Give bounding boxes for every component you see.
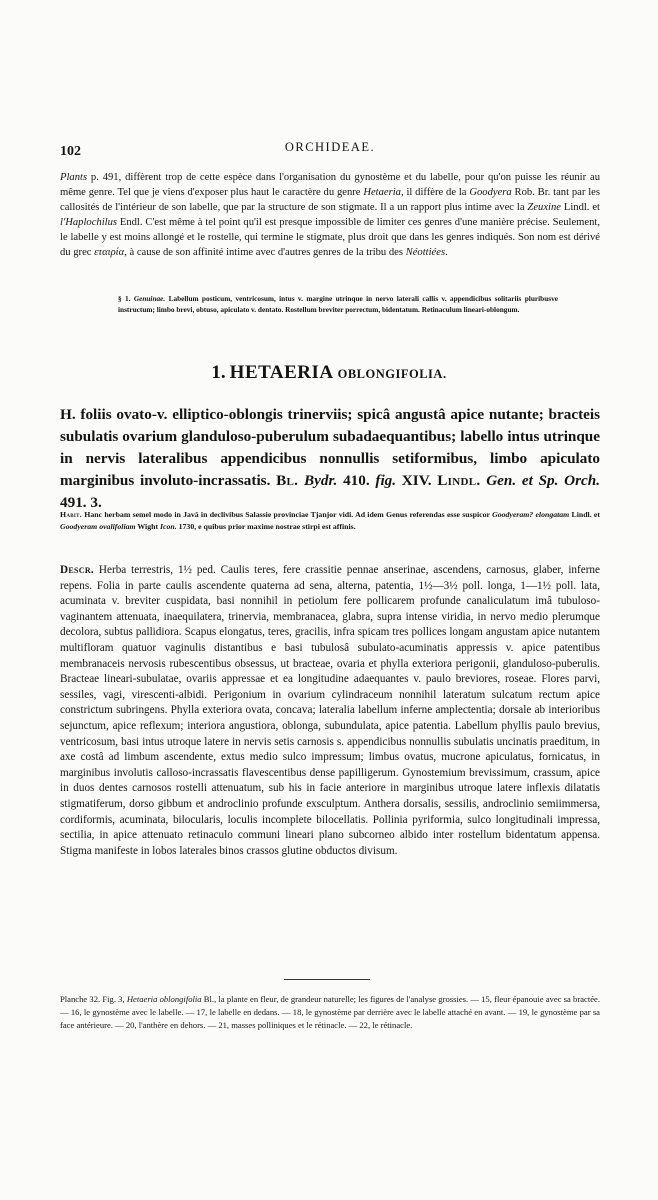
intro-text-italic: Plants [60, 172, 88, 183]
diagnosis-paragraph [60, 404, 600, 514]
diagnosis-fig: fig. [375, 472, 397, 489]
note-label: Genuinae. [133, 294, 166, 303]
habitat-text: Lindl. et [569, 510, 600, 519]
description-text: Herba terrestris, 1½ ped. Caulis teres, fere crassitie pennae anserinae, ascendens, carnosus, glaber, inferne repens. Folia in parte caulis ascendente quaterna ad sena, alterna, patentia, 1½—3½ poll. longa, 1—1½ poll. lata, acuminata v. breviter cuspidata, basi nonnihil in petiolum fere pollicarem profunde canaliculatum imâ tubuloso-vaginantem attenuata, inaequilatera, trinervia, membranacea, glabra, supra intense viridia, in nervo medio plerumque decolora, subtus pallidiora. Scapus elongatus, teres, gracilis, infra spicam tres pollices longam angustam apice nutantem multifloram quatuor vaginulis distantibus e basi tubulosâ subulato-acuminatis appressis v. apice patentibus membranaceis nervosis rubescentibus obsessus, ut bracteae, ovaria et phylla exteriora perigonii, glanduloso-puberulis. Bracteae lineari-subulatae, ovariis appressae et ea longitudine adaequantes v. paulo breviores, roseae. Flores parvi, sessiles, vagi, virescenti-albidi. Perigonium in ovarium cylindraceum nonnihil lateratum sulcatum rectum apice constrictum subringens. Phylla exteriora ovata, concava; lateralia labellum inferne amplectentia; dorsale ab interioribus sejunctum, apice reflexum; interiora angustiora, oblonga, subundulata, apice patentia. Labellum phyllis paulo brevius, ventricosum, basi intus utroque latere in nervis setis carnosis s. appendicibus nonnullis subulatis uncinatis praeditum, in axe costâ ad limbum ascendente, extus medio sulco impressum; limbus ovatus, mucrone apiculatus, fornicatus, in marginibus involutis calloso-incrassatis flavescentibus dense papilligerum. Gynostemium brevissimum, crassum, apice in duos dentes carnosos rostelli attenuatum, sub his in facie anteriore in marginibus utroque latere inflexis dilatatis stigmatiferum, dorso gibbum et androclinio profunde exsculptum. Anthera dorsalis, sessilis, androclinio semiimmersa, cordiformis, acuminata, bilocularis, loculis incomplete bilocellatis. Pollinia pyriformia, sulco longitudinali impressa, sectilia, in apice attenuato retinaculo communi lineari plano subcorneo albido inter rostellum bidentatum appensa. Stigma manifeste in lobos laterales binos crassos glutine obductos divisum. [60, 564, 600, 857]
plate-text: Bl., la plante en fleur, de grandeur naturelle; les figures de l'analyse grossies. — 15, fleur épanouie avec sa bractée. — 16, le gynostème avec le labelle. — 17, le labelle en dedans. — 18, le gynostème par derrière avec le labelle attaché en avant. — 19, le gynostème par sa face antérieure. — 20, l'anthère en dehors. — 21, masses polliniques et le rétinacle. — 22, le rétinacle. [60, 994, 600, 1030]
intro-text: Rob. Br. tant par les callosités de l'intérieur de son labelle, que par la structure de son stigmate. Il a un rapport plus intime avec la [60, 187, 600, 213]
intro-paragraph [60, 170, 600, 260]
species-genus: HETAERIA [229, 362, 334, 383]
diagnosis-ref: 491. 3. [60, 494, 102, 511]
description-paragraph [60, 563, 600, 859]
intro-text-italic: Goodyera [469, 187, 512, 198]
diagnosis-work: Gen. et Sp. Orch. [486, 472, 601, 489]
note-prefix: § 1. [118, 294, 134, 303]
diagnosis-work: Bydr. [304, 472, 338, 489]
intro-text: , il diffère de la [400, 187, 470, 198]
intro-text: Endl. C'est même à tel point qu'il est presque impossible de limiter ces genres d'une manière précise. Seulement, le labelle y est moins allongé et le rostelle, qui termine le stigmate, plus droit que dans les genres indiqués. Son nom est dérivé du grec [60, 217, 600, 258]
section-note [118, 293, 558, 315]
habitat-paragraph [60, 509, 600, 533]
habitat-text-italic: Icon. [160, 522, 177, 531]
diagnosis-text: H. foliis ovato-v. elliptico-oblongis trinerviis; spicâ angustâ apice nutante; bracteis subulatis ovarium glanduloso-puberulum subadaequantibus; labello intus utrinque in nervis lateralibus appendicibus nonnullis setiformibus, limbo apiculato marginibus involuto-incrassatis. [60, 406, 600, 489]
plate-text-italic: Hetaeria oblongifolia [126, 994, 202, 1004]
running-head: ORCHIDEAE. [284, 140, 376, 154]
page-number: 102 [60, 144, 81, 159]
diagnosis-ref: XIV. [396, 472, 438, 489]
species-number: 1. [211, 362, 226, 383]
intro-text-italic: Hetaeria [363, 187, 401, 198]
plate-text: Planche 32. Fig. 3, [60, 994, 127, 1004]
habitat-text-italic: Goodyeram? elongatam [492, 510, 570, 519]
species-heading [0, 362, 658, 384]
habitat-text-italic: Goodyeram ovalifoliam [60, 522, 136, 531]
species-epithet: OBLONGIFOLIA. [337, 367, 447, 381]
diagnosis-author: Bl. [276, 472, 299, 489]
habitat-text: Wight [135, 522, 160, 531]
habitat-text: Hanc herbam semel modo in Javâ in declivibus Salassie provinciae Tjanjor vidi. Ad idem Genus referendas esse suspicor [82, 510, 493, 519]
intro-text-italic: l'Haplochilus [60, 217, 117, 228]
description-label: Descr. [60, 564, 95, 576]
footnote-divider [284, 979, 370, 980]
page-header [60, 140, 600, 162]
diagnosis-ref: 410. [337, 472, 376, 489]
intro-text-italic: Zeuxine [527, 202, 561, 213]
diagnosis-author: Lindl. [437, 472, 481, 489]
habitat-text: 1730, e quibus prior maxime nostrae stirpi est affinis. [176, 522, 356, 531]
intro-text: , à cause de son affinité intime avec d'autres genres de la tribu des [124, 247, 406, 258]
plate-caption [60, 993, 600, 1032]
note-text: Labellum posticum, ventricosum, intus v. margine utrinque in nervo laterali callis v. appendicibus solitariis pluribusve instructum; limbo brevi, obtuso, apiculato v. dentato. Rostellum breviter porrectum, bidentatum. Retinaculum lineari-oblongum. [118, 294, 558, 314]
habitat-label: Habit. [60, 510, 83, 519]
intro-text: p. 491, diffèrent trop de cette espèce dans l'organisation du gynostème et du labelle, pour qu'on puisse les réunir au même genre. Tel que je viens d'exposer plus haut le caractère du genre [60, 172, 600, 198]
intro-text-italic: Néottiées [405, 247, 446, 258]
intro-text: . [445, 247, 448, 258]
intro-text-italic: εταιρία [94, 247, 125, 258]
intro-text: Lindl. et [560, 202, 600, 213]
